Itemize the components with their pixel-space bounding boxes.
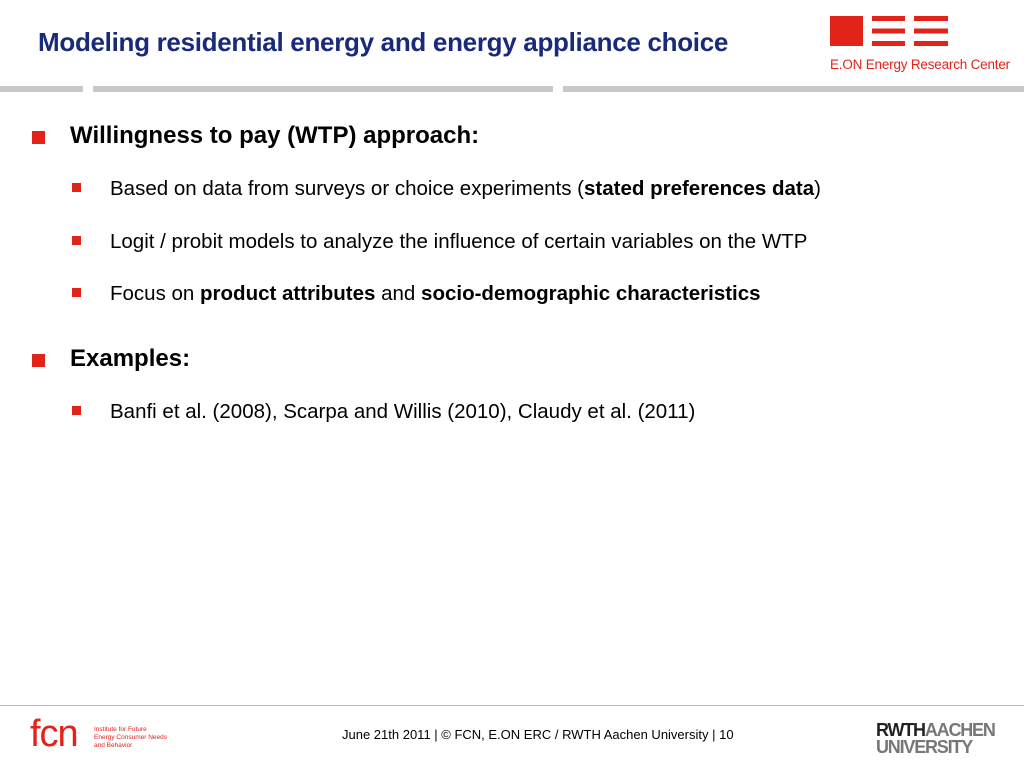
eon-logo-text: E.ON Energy Research Center [830, 57, 1010, 72]
eon-erc-logo [830, 16, 1010, 76]
item-text: Based on data from surveys or choice experiments ( [110, 177, 584, 200]
item-text: Banfi et al. (2008), Scarpa and Willis (2010), Claudy et al. (2011) [110, 400, 696, 423]
square-bullet-icon [72, 183, 81, 192]
heading-text: Examples: [70, 345, 191, 372]
square-bullet-icon [72, 236, 81, 245]
square-bullet-icon [72, 288, 81, 297]
slide-body [32, 118, 1012, 427]
item-text: ) [814, 177, 821, 200]
footer-divider [0, 705, 1024, 706]
fcn-tagline-line: Energy Consumer Needs [94, 734, 167, 741]
footer-text: June 21th 2011 | © FCN, E.ON ERC / RWTH Aachen University | 10 [342, 727, 734, 742]
item-text: Logit / probit models to analyze the influence of certain variables on the WTP [110, 230, 808, 253]
square-bullet-icon [72, 406, 81, 415]
header-separator [0, 86, 83, 92]
bullet-item [32, 279, 1012, 309]
header-separator [563, 86, 1024, 92]
bullet-item [32, 397, 1012, 427]
item-text-bold: socio-demographic characteristics [421, 282, 761, 305]
fcn-logo-letters: fcn [30, 713, 78, 755]
item-text-bold: stated preferences data [584, 177, 815, 200]
eon-logo-mark-icon [830, 16, 950, 46]
rwth-logo-part: UNIVERSITY [876, 737, 973, 757]
header-separator [93, 86, 553, 92]
square-bullet-icon [32, 131, 45, 144]
item-text: and [375, 282, 422, 305]
fcn-logo [30, 712, 180, 756]
bullet-item [32, 227, 1012, 257]
slide-title: Modeling residential energy and energy appliance choice [38, 27, 729, 57]
item-text: Focus on [110, 282, 201, 305]
fcn-tagline-line: Institute for Future [94, 726, 147, 733]
bullet-heading [32, 118, 1012, 154]
rwth-logo-part: AACHEN [924, 720, 995, 740]
heading-text: Willingness to pay (WTP) approach: [70, 122, 480, 149]
square-bullet-icon [32, 354, 45, 367]
item-text-bold: product attributes [200, 282, 376, 305]
rwth-logo-part: RWTH [876, 720, 925, 740]
fcn-logo-tagline [94, 726, 167, 750]
bullet-heading [32, 341, 1012, 377]
rwth-logo [876, 722, 998, 760]
bullet-item [32, 174, 1012, 204]
fcn-tagline-line: and Behavior [94, 742, 133, 749]
